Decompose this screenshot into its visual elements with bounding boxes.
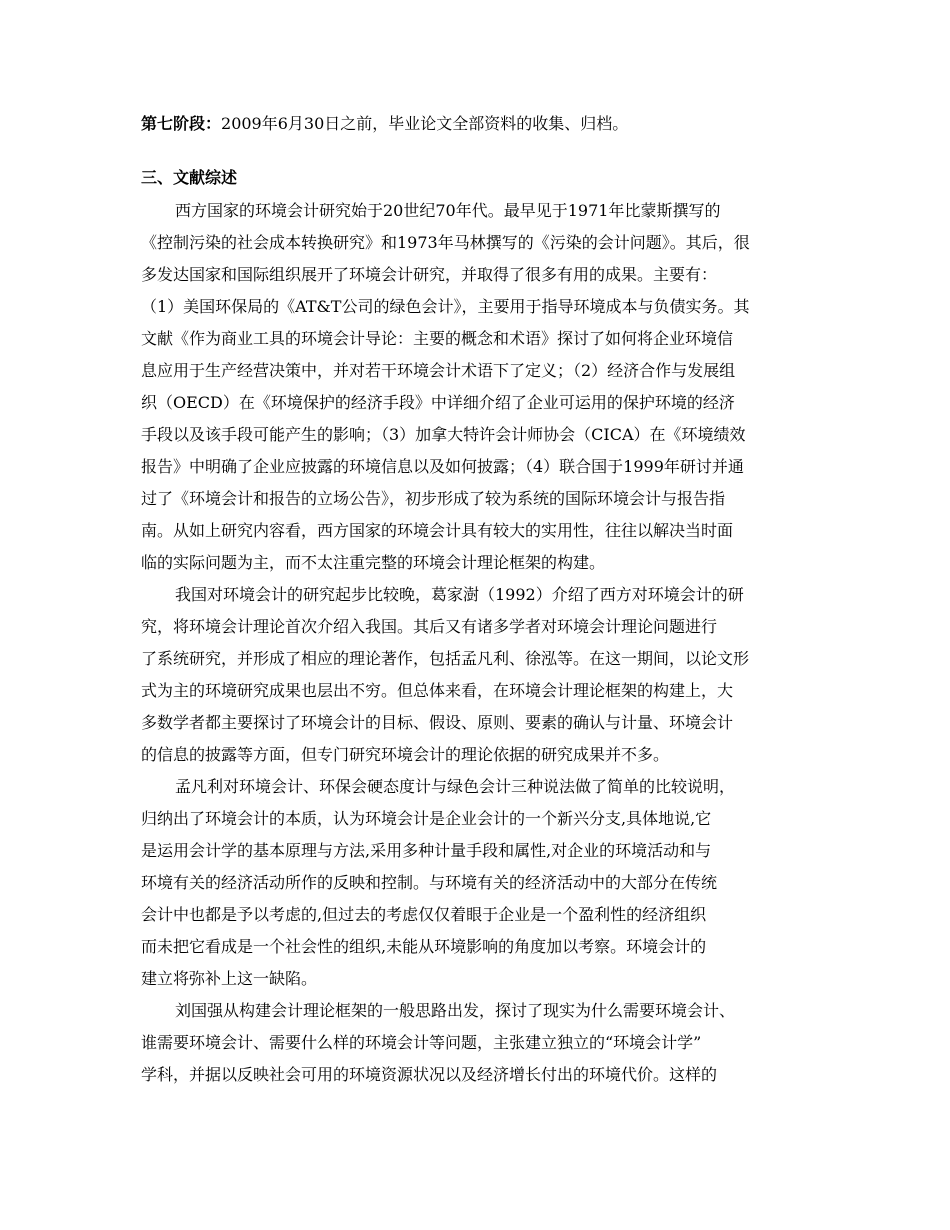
paragraph-line: 的信息的披露等方面，但专门研究环境会计的理论依据的研究成果并不多。	[141, 745, 670, 764]
paragraph-line: 多发达国家和国际组织展开了环境会计研究，并取得了很多有用的成果。主要有：	[141, 265, 718, 284]
paragraph-line: 谁需要环境会计、需要什么样的环境会计等问题，主张建立独立的“环境会计学”	[141, 1033, 702, 1052]
paragraph-line: （1）美国环保局的《AT&T公司的绿色会计》，主要用于指导环境成本与负债实务。其	[141, 297, 750, 316]
paragraph-line: 西方国家的环境会计研究始于20世纪70年代。最早见于1971年比蒙斯撰写的	[175, 201, 721, 220]
paragraph-line: 过了《环境会计和报告的立场公告》，初步形成了较为系统的国际环境会计与报告指	[141, 489, 726, 508]
paragraph-line: 是运用会计学的基本原理与方法,采用多种计量手段和属性,对企业的环境活动和与	[141, 841, 712, 860]
paragraph-line: 环境有关的经济活动所作的反映和控制。与环境有关的经济活动中的大部分在传统	[141, 873, 718, 892]
paragraph-line: 式为主的环境研究成果也层出不穷。但总体来看，在环境会计理论框架的构建上，大	[141, 681, 734, 700]
paragraph-line: 了系统研究，并形成了相应的理论著作，包括孟凡利、徐泓等。在这一期间，以论文形	[141, 649, 750, 668]
paragraph-line: 而未把它看成是一个社会性的组织,未能从环境影响的角度加以考察。环境会计的	[141, 937, 707, 956]
stage-seven-line	[141, 114, 628, 134]
paragraph-line: 建立将弥补上这一缺陷。	[141, 969, 318, 988]
paragraph-line: 《控制污染的社会成本转换研究》和1973年马林撰写的《污染的会计问题》。其后，很	[141, 233, 750, 252]
paragraph-line: 我国对环境会计的研究起步比较晚，葛家澍（1992）介绍了西方对环境会计的研	[175, 585, 744, 604]
paragraph-line: 孟凡利对环境会计、环保会硬态度计与绿色会计三种说法做了简单的比较说明，	[175, 777, 736, 796]
paragraph-line: 织（OECD）在《环境保护的经济手段》中详细介绍了企业可运用的保护环境的经济	[141, 393, 735, 412]
paragraph-line: 临的实际问题为主，而不太注重完整的环境会计理论框架的构建。	[141, 553, 606, 572]
paragraph-line: 刘国强从构建会计理论框架的一般思路出发，探讨了现实为什么需要环境会计、	[175, 1001, 736, 1020]
paragraph-line: 息应用于生产经营决策中，并对若干环境会计术语下了定义；（2）经济合作与发展组	[141, 361, 736, 380]
section-heading: 三、文献综述	[141, 168, 238, 187]
paragraph-line: 手段以及该手段可能产生的影响；（3）加拿大特许会计师协会（CICA）在《环境绩效	[141, 425, 746, 444]
paragraph-line: 究，将环境会计理论首次介绍入我国。其后又有诸多学者对环境会计理论问题进行	[141, 617, 718, 636]
stage-seven-text: 2009年6月30日之前，毕业论文全部资料的收集、归档。	[221, 114, 629, 133]
paragraph-line: 报告》中明确了企业应披露的环境信息以及如何披露；（4）联合国于1999年研讨并通	[141, 457, 744, 476]
stage-seven-label: 第七阶段：	[141, 114, 222, 133]
paragraph-line: 南。从如上研究内容看，西方国家的环境会计具有较大的实用性，往往以解决当时面	[141, 521, 734, 540]
paragraph-line: 归纳出了环境会计的本质，认为环境会计是企业会计的一个新兴分支,具体地说,它	[141, 809, 712, 828]
paragraph-line: 多数学者都主要探讨了环境会计的目标、假设、原则、要素的确认与计量、环境会计	[141, 713, 734, 732]
paragraph-line: 文献《作为商业工具的环境会计导论：主要的概念和术语》探讨了如何将企业环境信	[141, 329, 734, 348]
paragraph-line: 学科，并据以反映社会可用的环境资源状况以及经济增长付出的环境代价。这样的	[141, 1065, 718, 1084]
paragraph-line: 会计中也都是予以考虑的,但过去的考虑仅仅着眼于企业是一个盈利性的经济组织	[141, 905, 707, 924]
